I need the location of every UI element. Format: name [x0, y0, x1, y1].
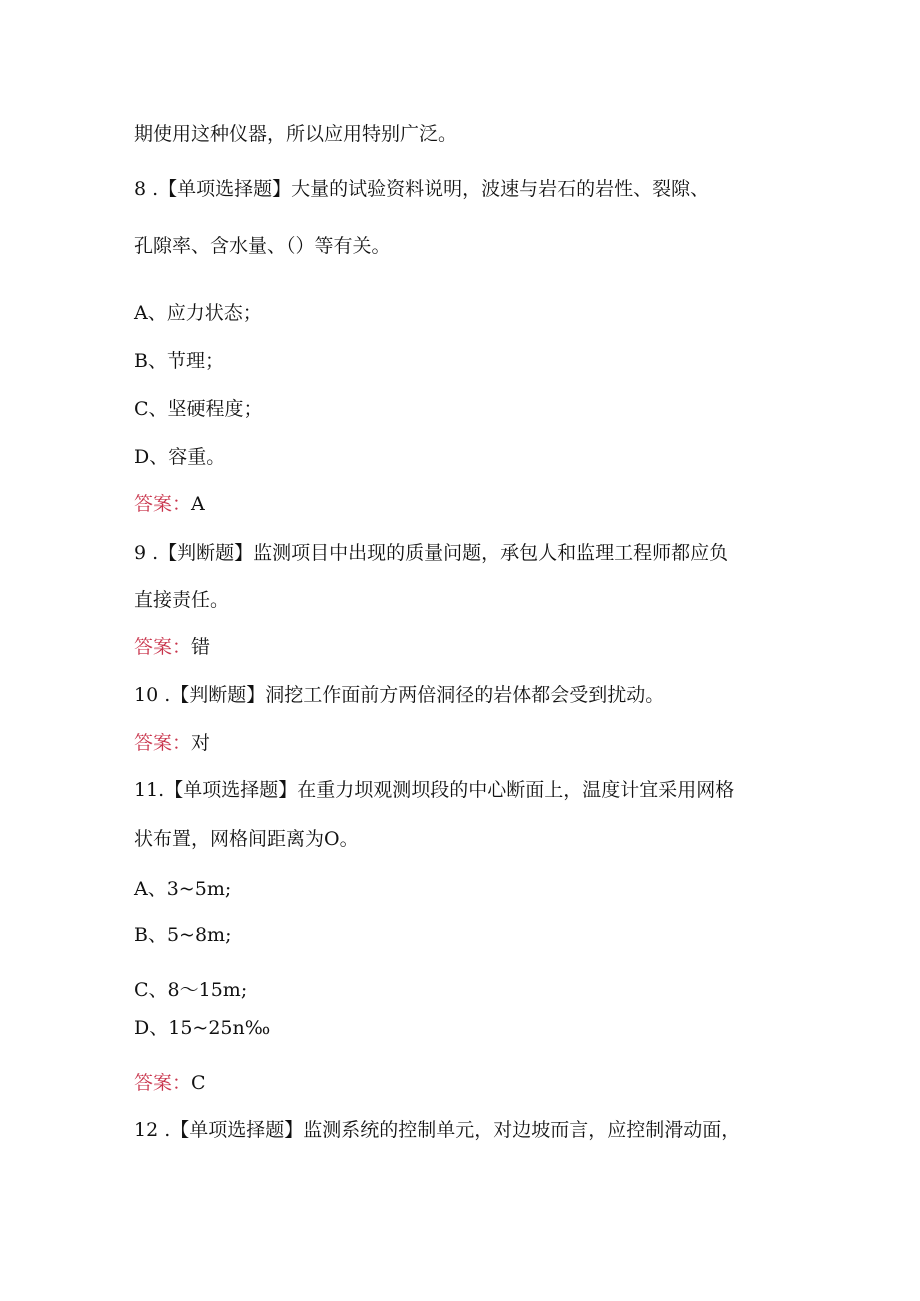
- question-8-option-d: D、容重。: [134, 446, 226, 468]
- answer-label: 答案：: [134, 493, 192, 515]
- answer-value: 对: [191, 732, 211, 754]
- question-8-option-a: A、应力状态；: [134, 302, 262, 324]
- question-12-stem-line1: 12 .【单项选择题】监测系统的控制单元，对边坡而言，应控制滑动面，: [134, 1119, 741, 1141]
- question-9-answer: [134, 634, 210, 660]
- question-11-stem-line1: 11.【单项选择题】在重力坝观测坝段的中心断面上，温度计宜采用网格: [134, 779, 735, 801]
- question-10-answer: [134, 730, 210, 756]
- question-8-stem-line1: 8 .【单项选择题】大量的试验资料说明，波速与岩石的岩性、裂隙、: [134, 178, 710, 200]
- answer-value: 错: [191, 636, 211, 658]
- question-11-option-b: B、5~8m;: [134, 924, 232, 946]
- question-8-option-c: C、坚硬程度；: [134, 398, 263, 420]
- question-11-option-a: A、3~5m;: [134, 878, 232, 900]
- question-11-answer: [134, 1070, 206, 1096]
- question-11-option-c: C、8〜15m;: [134, 979, 248, 1001]
- question-8-stem-line2: 孔隙率、含水量、（）等有关。: [134, 235, 391, 257]
- answer-value: A: [191, 493, 205, 515]
- answer-value: C: [191, 1072, 206, 1094]
- question-10-stem: 10 .【判断题】洞挖工作面前方两倍洞径的岩体都会受到扰动。: [134, 684, 665, 706]
- answer-label: 答案：: [134, 636, 192, 658]
- answer-label: 答案：: [134, 732, 192, 754]
- question-11-stem-line2: 状布置，网格间距离为O。: [134, 828, 359, 850]
- paragraph-continuation: 期使用这种仪器，所以应用特别广泛。: [134, 123, 458, 145]
- question-9-stem-line1: 9 .【判断题】监测项目中出现的质量问题，承包人和监理工程师都应负: [134, 542, 729, 564]
- question-8-option-b: B、节理；: [134, 350, 224, 372]
- answer-label: 答案：: [134, 1072, 192, 1094]
- question-9-stem-line2: 直接责任。: [134, 589, 230, 611]
- question-11-option-d: D、15~25n‰: [134, 1017, 271, 1039]
- question-8-answer: [134, 491, 205, 517]
